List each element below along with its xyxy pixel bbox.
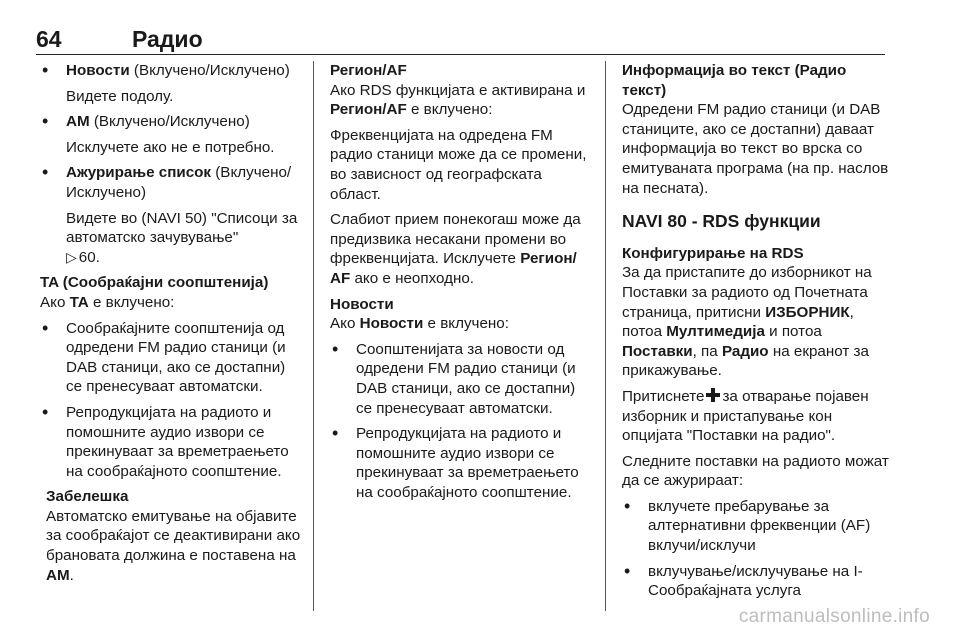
- page-number: 64: [36, 26, 62, 52]
- column-3: [622, 61, 890, 607]
- list-item: [40, 403, 302, 481]
- paragraph: За да пристапите до изборникот на Поставки за радиото од Почетната страница, притисни ИЗБОРНИК, потоа Мултимедија и потоа Поставки, па Радио на екранот за прикажување.: [622, 264, 872, 380]
- bullet-icon: [42, 112, 48, 133]
- list-item: [40, 163, 302, 202]
- option-description: [40, 209, 302, 268]
- list-item: [40, 112, 302, 132]
- list-item-text: вклучување/исклучување на I-Сообраќајната услуга: [648, 562, 863, 600]
- paragraph: Ако RDS функцијата е активирана и Регион/AF е вклучено:: [330, 81, 586, 119]
- paragraph: Одредени FM радио станици (и DAB станиците, ако се достапни) даваат информација во текст во врска со емитуваната програма (на пр. наслов на песната).: [622, 101, 889, 197]
- section-heading: TA (Сообраќајни соопштенија): [40, 274, 269, 292]
- column-divider: [313, 61, 314, 611]
- bullet-icon: [42, 319, 48, 340]
- list-item-text: Сообраќајните соопштенија од одредени FM радио станици (и DAB станици, ако се достапни) се пренесуваат автоматски.: [66, 319, 286, 396]
- option-state: (Вклучено/Исклучено): [89, 113, 250, 131]
- section-heading: Информација во текст (Радио текст): [622, 62, 847, 99]
- section-title: NAVI 80 - RDS функции: [622, 211, 821, 232]
- watermark: carmanualsonline.info: [738, 606, 930, 627]
- note-box: [40, 487, 302, 585]
- page-reference-icon: ▷: [66, 248, 77, 265]
- column-divider: [605, 61, 606, 611]
- section-heading: Регион/AF: [330, 62, 407, 79]
- option-state: (Вклучено/ Исклучено): [66, 164, 292, 201]
- paragraph: Фреквенцијата на одредена FM радио станици може да се промени, во зависност од географската област.: [330, 126, 587, 203]
- list-item: [40, 319, 302, 397]
- list-item: [330, 340, 592, 418]
- option-label: AM: [66, 113, 90, 131]
- column-2: [330, 61, 592, 508]
- bullet-icon: [42, 61, 48, 82]
- list-item-text: Репродукцијата на радиото и помошните аудио извори се прекинуваат за времетраењето на сообраќајното соопштение.: [356, 425, 579, 501]
- page-header: [36, 28, 885, 55]
- paragraph: Притиснете за отварање појавен изборник и пристапување кон опцијата "Поставки на радио".: [622, 387, 869, 445]
- section-heading: Конфигурирање на RDS: [622, 244, 804, 262]
- note-text: Автоматско емитување на објавите за сообраќајот се деактивирани ако брановата должина е поставена на AM.: [46, 507, 301, 584]
- page-title: Радио: [132, 26, 203, 52]
- paragraph: Слабиот прием понекогаш може да предизвика несакани промени во фреквенцијата. Исклучете Регион/ AF ако е неопходно.: [330, 211, 581, 287]
- section-heading: Новости: [330, 295, 394, 313]
- list-item-text: вклучете пребарување за алтернативни фреквенции (AF) вклучи/исклучи: [648, 497, 871, 555]
- list-item: [40, 61, 302, 81]
- bullet-icon: [42, 403, 48, 424]
- list-item: [622, 497, 890, 556]
- bullet-icon: [42, 163, 48, 184]
- option-description: Исклучете ако не е потребно.: [66, 138, 275, 156]
- bullet-icon: [332, 340, 338, 361]
- paragraph: Ако TA е вклучено:: [40, 293, 175, 311]
- list-item: [330, 424, 592, 502]
- option-label: Новости: [66, 62, 130, 79]
- list-item-text: Репродукцијата на радиото и помошните аудио извори се прекинуваат за времетраењето на сообраќајното соопштение.: [66, 403, 289, 480]
- bullet-icon: [624, 497, 630, 518]
- paragraph: Ако Новости е вклучено:: [330, 315, 509, 333]
- option-description: Видете подолу.: [66, 87, 174, 105]
- option-state: (Вклучено/Исклучено): [129, 62, 290, 79]
- list-item-text: Соопштенијата за новости од одредени FM радио станици (и DAB станици, ако се достапни) се пренесуваат автоматски.: [356, 340, 576, 417]
- bullet-icon: [332, 424, 338, 445]
- paragraph: Следните поставки на радиото можат да се ажурираат:: [622, 452, 889, 490]
- plus-icon: [706, 388, 720, 402]
- bullet-icon: [624, 562, 630, 583]
- list-item: [622, 562, 890, 601]
- page-reference[interactable]: 60.: [78, 248, 100, 266]
- option-label: Ажурирање список: [66, 164, 212, 182]
- column-1: [40, 61, 302, 591]
- description-text: Видете во (NAVI 50) "Списоци за автоматско зачувување": [66, 209, 298, 247]
- note-heading: Забелешка: [46, 488, 129, 506]
